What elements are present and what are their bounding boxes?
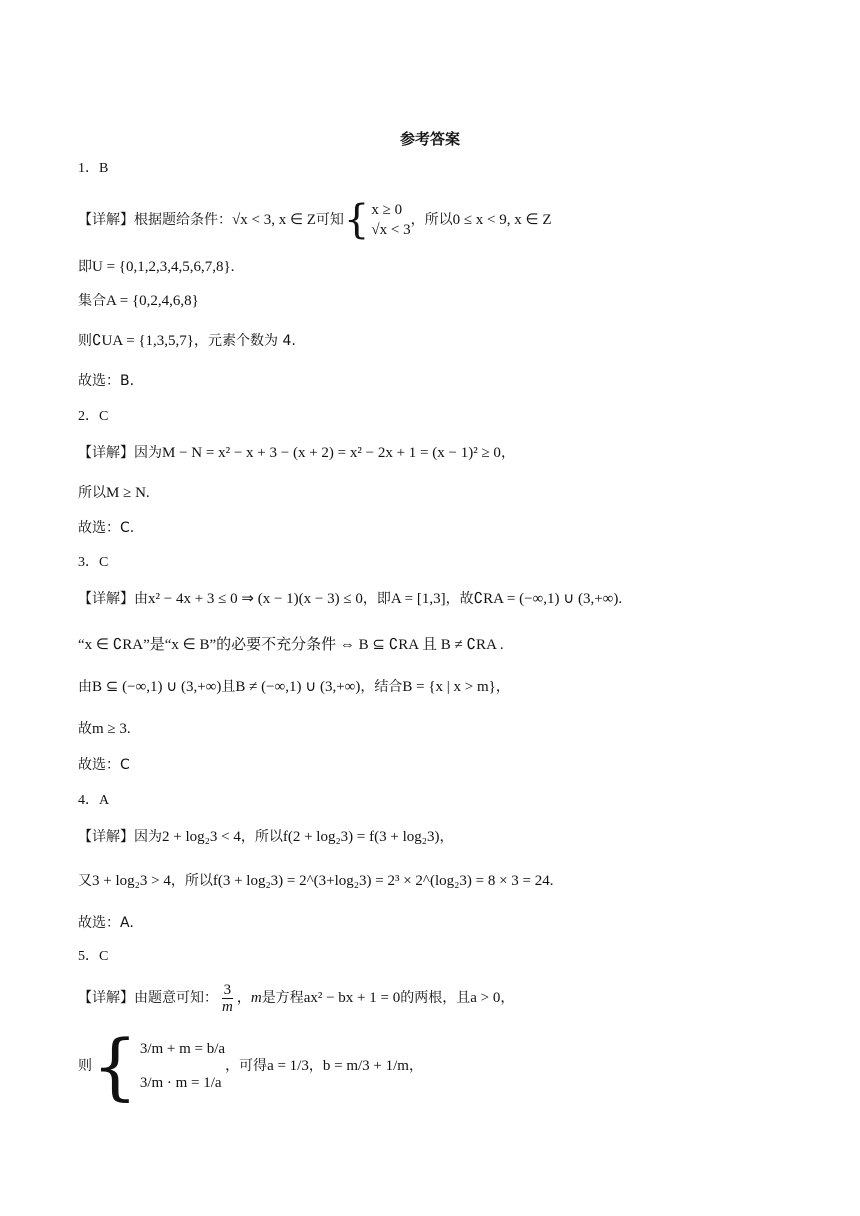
q3-l1-end: . xyxy=(618,591,623,607)
q5-l2-mid: ，可得 xyxy=(225,1058,268,1074)
q4-answer: 4．A xyxy=(78,793,110,808)
q5-l1-mid2: 是方程 xyxy=(261,990,304,1006)
q2-l2-math: M ≥ N xyxy=(106,485,146,501)
q1-l4-text: 则 xyxy=(78,333,92,349)
q2-l2-text: 所以 xyxy=(78,485,106,501)
q5-sys-top: 3/m + m = b/a xyxy=(139,1041,226,1057)
q3-l3-end: ， xyxy=(495,679,510,695)
q4-l1-mid: ，所以 xyxy=(240,829,283,845)
q1-l2-end: . xyxy=(230,259,235,275)
q1-l2-text: 即 xyxy=(78,259,92,275)
q4-l2-mid: ，所以 xyxy=(170,873,213,889)
q3-l1-text: 由 xyxy=(134,591,148,607)
q5-answer: 5．C xyxy=(78,949,109,964)
q5-l2-mid2: ， xyxy=(308,1058,323,1074)
q5-fraction xyxy=(220,982,235,1015)
q3-l3-text: 由 xyxy=(78,679,92,695)
q1-answer: 1．B xyxy=(78,161,109,176)
q1-l3-text: 集合 xyxy=(78,293,106,309)
q4-line1 xyxy=(78,826,453,848)
q2-line1 xyxy=(78,442,515,464)
q5-l2-text: 则 xyxy=(78,1058,92,1074)
q2-l1-end: ， xyxy=(500,445,515,461)
q3-l3-mid2: ，结合 xyxy=(360,679,403,695)
q1-l1-mid: 可知 xyxy=(315,212,344,228)
q1-line4 xyxy=(78,330,296,352)
q3-l4-text: 故 xyxy=(78,721,92,737)
q5-l2-end: ， xyxy=(408,1058,423,1074)
q3-l3-math: B ⊆ (−∞,1) ∪ (3,+∞) xyxy=(92,679,222,695)
q1-l4-tail: ，元素个数为 4. xyxy=(194,333,296,349)
q5-l1-mid3: 的两根，且 xyxy=(400,990,471,1006)
q2-l2-end: . xyxy=(145,485,150,501)
q1-system: { x ≥ 0 √x < 3 xyxy=(343,197,411,243)
q5-sys-bot: 3/m · m = 1/a xyxy=(139,1075,222,1091)
q3-l3-math3: B = {x | x > m} xyxy=(402,679,496,695)
q4-l2-math: 3 + log₂3 > 4 xyxy=(92,873,171,889)
q2-l1-math: M − N = x² − x + 3 − (x + 2) = x² − 2x + 1 = (x − 1)² ≥ 0 xyxy=(162,445,501,461)
q2-l1-text: 因为 xyxy=(134,445,162,461)
q5-l1-text: 由题意可知： xyxy=(134,990,218,1006)
q3-l1-mid2: ，故 xyxy=(445,591,474,607)
q4-l1-text: 因为 xyxy=(134,829,162,845)
q5-l1-math2: a > 0 xyxy=(470,990,501,1006)
q2-conclusion: 故选：C. xyxy=(78,520,135,536)
q3-label: 【详解】 xyxy=(78,591,134,607)
q3-l3-mid: 且 xyxy=(221,679,236,695)
q4-l1-math: 2 + log₂3 < 4 xyxy=(162,829,241,845)
q4-l2-math2: f(3 + log₂3) = 2^(3+log₂3) = 2³ × 2^(log₂3) = 8 × 3 = 24 xyxy=(212,873,550,889)
q4-conclusion: 故选：A. xyxy=(78,915,134,931)
q5-frac-den: m xyxy=(222,998,233,1015)
q1-line1 xyxy=(78,197,552,243)
q3-l4-end: . xyxy=(126,721,131,737)
q1-label: 【详解】 xyxy=(78,212,134,228)
q1-l1-math: √x < 3, x ∈ Z xyxy=(232,212,316,228)
q1-l1-tail-text: ，所以 xyxy=(410,212,453,228)
q2-answer: 2．C xyxy=(78,409,109,424)
q3-l1-math3: ∁RA = (−∞,1) ∪ (3,+∞) xyxy=(473,591,619,607)
q3-line2: “x ∈ ∁RA”是“x ∈ B”的必要不充分条件 ⇔ B ⊆ ∁RA 且 B ≠ ∁RA . xyxy=(78,637,504,653)
q5-l1-mid: ， xyxy=(236,990,251,1006)
q1-l4-math: ∁UA = {1,3,5,7} xyxy=(92,333,194,349)
q5-l2-math2: b = m/3 + 1/m xyxy=(322,1058,409,1074)
page-title: 参考答案 xyxy=(399,130,460,148)
q1-line3 xyxy=(78,290,199,312)
q2-label: 【详解】 xyxy=(78,445,134,461)
q5-l1-m: m xyxy=(250,990,262,1006)
q1-line2 xyxy=(78,256,234,278)
q5-line1 xyxy=(78,980,514,1016)
q1-l1-tail-math: 0 ≤ x < 9, x ∈ Z xyxy=(452,212,552,228)
q5-l1-end: ， xyxy=(500,990,515,1006)
q1-l2-math: U = {0,1,2,3,4,5,6,7,8} xyxy=(92,259,231,275)
q5-l2-math: a = 1/3 xyxy=(267,1058,309,1074)
q3-l1-mid: ，即 xyxy=(362,591,391,607)
q1-l1-text: 根据题给条件： xyxy=(134,212,232,228)
q5-l1-math: ax² − bx + 1 = 0 xyxy=(303,990,401,1006)
q3-l1-math2: A = [1,3] xyxy=(390,591,446,607)
q4-l1-math2: f(2 + log₂3) = f(3 + log₂3) xyxy=(282,829,440,845)
q3-line3 xyxy=(78,676,510,698)
q5-frac-num: 3 xyxy=(223,981,232,998)
q4-l1-end: ， xyxy=(439,829,454,845)
q4-line2 xyxy=(78,870,554,892)
q4-label: 【详解】 xyxy=(78,829,134,845)
q1-l3-math: A = {0,2,4,6,8} xyxy=(106,293,199,309)
q3-l3-math2: B ≠ (−∞,1) ∪ (3,+∞) xyxy=(235,679,361,695)
q3-l4-math: m ≥ 3 xyxy=(92,721,127,737)
q4-l2-end: . xyxy=(549,873,554,889)
q5-line2 xyxy=(78,1024,423,1108)
q5-system: { 3/m + m = b/a 3/m · m = 1/a xyxy=(92,1024,226,1108)
q3-line1 xyxy=(78,588,622,610)
q3-l1-math: x² − 4x + 3 ≤ 0 ⇒ (x − 1)(x − 3) ≤ 0 xyxy=(148,591,363,607)
q4-l2-text: 又 xyxy=(78,873,92,889)
q2-line2 xyxy=(78,482,150,504)
q3-conclusion: 故选：C xyxy=(78,757,130,773)
q1-conclusion: 故选：B. xyxy=(78,373,135,389)
q1-sys-top: x ≥ 0 xyxy=(371,202,403,218)
q1-sys-bot: √x < 3 xyxy=(371,222,411,238)
q3-answer: 3．C xyxy=(78,555,109,570)
q5-label: 【详解】 xyxy=(78,990,134,1006)
q3-line4 xyxy=(78,718,131,740)
